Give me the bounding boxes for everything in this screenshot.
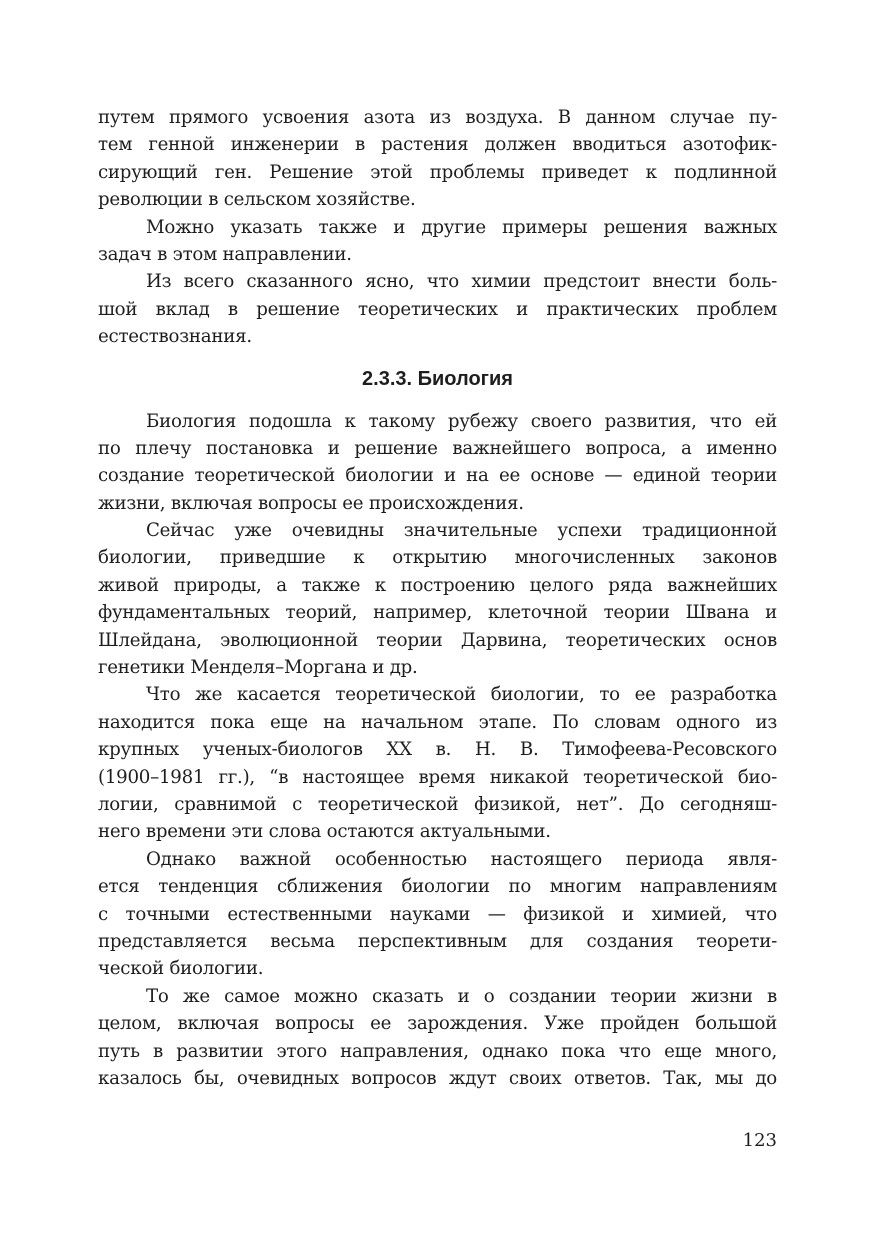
paragraph xyxy=(98,268,777,350)
text-line: шой вклад в решение теоретических и практических проблем xyxy=(98,298,777,320)
paragraph xyxy=(98,846,777,983)
text-line: казалось бы, очевидных вопросов ждут своих ответов. Так, мы до xyxy=(98,1067,777,1089)
text-line: находится пока еще на начальном этапе. По словам одного из xyxy=(98,711,777,733)
text-line: То же самое можно сказать и о создании теории жизни в xyxy=(146,985,777,1007)
paragraph xyxy=(98,408,777,518)
text-line: естествознания. xyxy=(98,326,252,348)
text-line: задач в этом направлении. xyxy=(98,243,352,265)
section-heading: 2.3.3. Биология xyxy=(362,367,513,390)
text-line: жизни, включая вопросы ее происхождения. xyxy=(98,492,524,514)
text-line: путем прямого усвоения азота из воздуха. В данном случае пу- xyxy=(98,107,777,128)
text-line: представляется весьма перспективным для создания теорети- xyxy=(98,930,777,952)
text-line: Сейчас уже очевидны значительные успехи традиционной xyxy=(146,520,777,542)
text-line: по плечу постановка и решение важнейшего вопроса, а именно xyxy=(98,437,777,459)
text-line: тем генной инженерии в растения должен вводиться азотофик- xyxy=(98,134,777,156)
text-line: Шлейдана, эволюционной теории Дарвина, теоретических основ xyxy=(98,629,777,651)
paragraph xyxy=(98,517,777,681)
text-line: целом, включая вопросы ее зарождения. Уже пройден большой xyxy=(98,1013,777,1035)
text-line: путь в развитии этого направления, однако пока что еще много, xyxy=(98,1040,777,1062)
text-line: революции в сельском хозяйстве. xyxy=(98,189,416,211)
text-line: Биология подошла к такому рубежу своего развития, что ей xyxy=(146,410,777,432)
text-line: сирующий ген. Решение этой проблемы приведет к подлинной xyxy=(98,161,777,183)
paragraph xyxy=(98,214,777,269)
text-line: генетики Менделя–Моргана и др. xyxy=(98,657,418,679)
text-line: (1900–1981 гг.), “в настоящее время никакой теоретической био- xyxy=(98,766,777,788)
paragraph xyxy=(98,681,777,845)
text-line: Однако важной особенностью настоящего периода явля- xyxy=(146,848,777,870)
page-number: 123 xyxy=(742,1130,777,1151)
text-line: крупных ученых-биологов XX в. Н. В. Тимофеева-Ресовского xyxy=(98,739,777,761)
text-line: создание теоретической биологии и на ее основе — единой теории xyxy=(98,465,777,487)
text-line: логии, сравнимой с теоретической физикой, нет”. До сегодняш- xyxy=(98,793,777,815)
paragraph xyxy=(98,104,777,214)
paragraph xyxy=(98,983,777,1093)
text-line: Что же касается теоретической биологии, то ее разработка xyxy=(146,684,777,706)
text-line: биологии, приведшие к открытию многочисленных законов xyxy=(98,547,777,569)
text-line: живой природы, а также к построению целого ряда важнейших xyxy=(98,574,777,596)
text-line: ется тенденция сближения биологии по многим направлениям xyxy=(98,876,777,898)
text-line: Из всего сказанного ясно, что химии предстоит внести боль- xyxy=(146,271,777,293)
text-line: с точными естественными науками — физикой и химией, что xyxy=(98,903,777,925)
text-line: Можно указать также и другие примеры решения важных xyxy=(146,216,777,238)
text-line: него времени эти слова остаются актуальными. xyxy=(98,821,551,843)
page-body xyxy=(98,104,777,1092)
text-line: ческой биологии. xyxy=(98,958,264,980)
text-line: фундаментальных теорий, например, клеточной теории Швана и xyxy=(98,602,777,624)
